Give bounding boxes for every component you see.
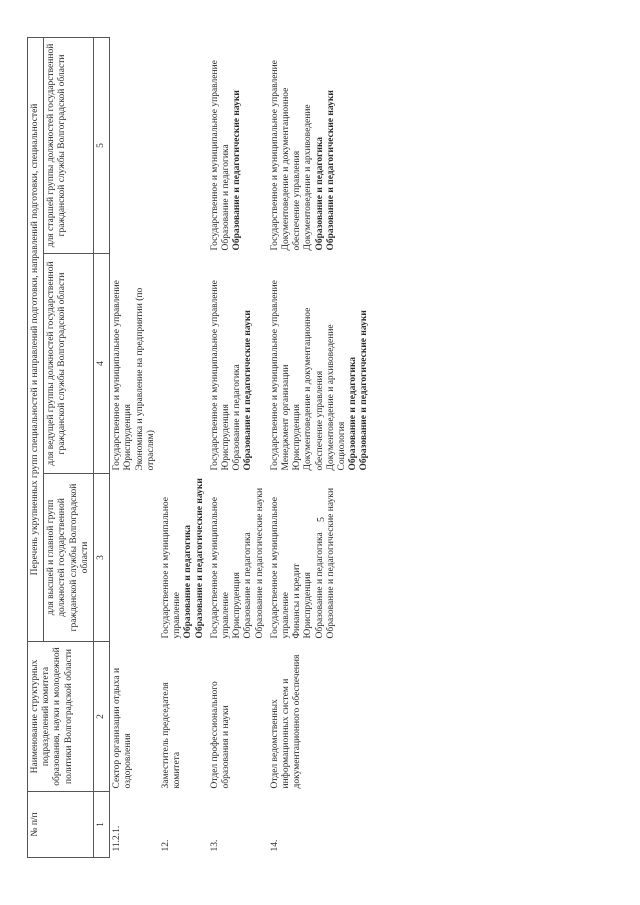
table-row	[159, 37, 208, 857]
header-name: Наименование структурных подразделений комитета образования, науки и молодежной политики Волгоградской области	[28, 642, 94, 792]
specialty-item: Менеджмент организации	[281, 364, 292, 471]
specialty-item: Документоведение и документационное обеспечение управления	[303, 307, 325, 471]
column-index: 3	[94, 474, 110, 642]
rotated-table-container	[27, 38, 613, 858]
column-index: 2	[94, 642, 110, 792]
specialty-item: Юриспруденция	[123, 404, 134, 471]
specialty-item: Образование и педагогические науки	[194, 478, 205, 639]
column-index-row	[94, 37, 110, 857]
column-index: 5	[94, 37, 110, 253]
row-col5	[208, 37, 268, 253]
row-department-name: Заместитель председателя комитета	[161, 682, 183, 789]
row-col5	[268, 37, 373, 253]
specialty-item: Образование и педагогика	[314, 532, 325, 639]
specialty-item: Государственное и муниципальное управление	[161, 496, 183, 639]
table-row	[110, 37, 159, 857]
row-number: 14.	[269, 839, 280, 852]
row-number: 12.	[161, 839, 172, 852]
table-row	[208, 37, 268, 857]
row-department-name: Отдел профессионального образования и науки	[209, 681, 232, 789]
specialty-item: Образование и педагогика	[243, 532, 254, 639]
structure-table	[27, 37, 373, 858]
specialty-item: Государственное и муниципальное управление	[269, 280, 280, 471]
specialty-item: Государственное и муниципальное управление	[112, 280, 123, 471]
row-col5	[159, 37, 208, 253]
specialty-item: Государственное и муниципальное управление	[269, 496, 292, 639]
row-number: 11.2.1.	[112, 825, 123, 852]
specialty-item: Образование и педагогические науки	[325, 90, 336, 251]
specialty-item: Образование и педагогика	[348, 356, 359, 471]
specialty-item: Юриспруденция	[232, 572, 243, 639]
row-col3	[159, 474, 208, 642]
specialty-item: Финансы и кредит	[292, 563, 303, 639]
specialty-item: Образование и педагогика	[221, 144, 232, 251]
column-index: 4	[94, 254, 110, 474]
specialty-item: Социология	[337, 421, 348, 471]
specialty-item: Документоведение и архивоведение	[303, 104, 314, 251]
specialty-item: Образование и педагогические науки	[359, 310, 370, 471]
column-index: 1	[94, 792, 110, 858]
specialty-item: Образование и педагогика	[314, 136, 325, 251]
specialty-item: Образование и педагогические науки	[254, 487, 265, 639]
specialty-item: Юриспруденция	[292, 404, 303, 471]
header-sub-5: для старшей группы должностей государственной гражданской службы Волгоградской области	[44, 37, 94, 253]
specialty-item: Государственное и муниципальное управление	[209, 280, 220, 471]
row-number: 13.	[209, 839, 220, 852]
row-department-name: Сектор организации отдыха и оздоровления	[112, 667, 134, 789]
row-col3	[208, 474, 268, 642]
row-col5	[110, 37, 159, 253]
specialty-item: Государственное и муниципальное управление	[209, 496, 232, 639]
specialty-item: Образование и педагогика	[183, 524, 194, 639]
row-department-name: Отдел ведомственных информационных систем и документационного обеспечения	[269, 654, 303, 789]
specialty-item: Образование и педагогические науки	[243, 310, 254, 471]
header-number: № п/п	[28, 792, 94, 858]
specialty-item: Образование и педагогические науки	[325, 487, 336, 639]
row-col4	[208, 254, 268, 474]
header-sub-3: для высшей и главной групп должностей государственной гражданской службы Волгоградской области	[44, 474, 94, 642]
specialty-item: Юриспруденция	[221, 404, 232, 471]
header-sub-4: для ведущей группы должностей государственной гражданской службы Волгоградской области	[44, 254, 94, 474]
row-col4	[268, 254, 373, 474]
specialty-item: Юриспруденция	[303, 572, 314, 639]
row-col3	[268, 474, 373, 642]
specialty-item: Документоведение и архивоведение	[325, 324, 336, 471]
row-col3	[110, 474, 159, 642]
row-col4	[110, 254, 159, 474]
specialty-item: Государственное и муниципальное управление	[269, 60, 280, 251]
specialty-item: Государственное и муниципальное управление	[209, 60, 220, 251]
specialty-item: Образование и педагогика	[232, 364, 243, 471]
row-col4	[159, 254, 208, 474]
specialty-item: Образование и педагогические науки	[232, 90, 243, 251]
table-row	[268, 37, 373, 857]
specialty-item: Экономика и управление на предприятии (по отраслям)	[134, 287, 156, 471]
specialty-item: Документоведение и документационное обеспечение управления	[281, 87, 303, 251]
header-group: Перечень укрупненных групп специальностей и направлений подготовки, направлений подготовки, специальностей	[28, 37, 44, 641]
page-number: 5	[316, 517, 327, 522]
